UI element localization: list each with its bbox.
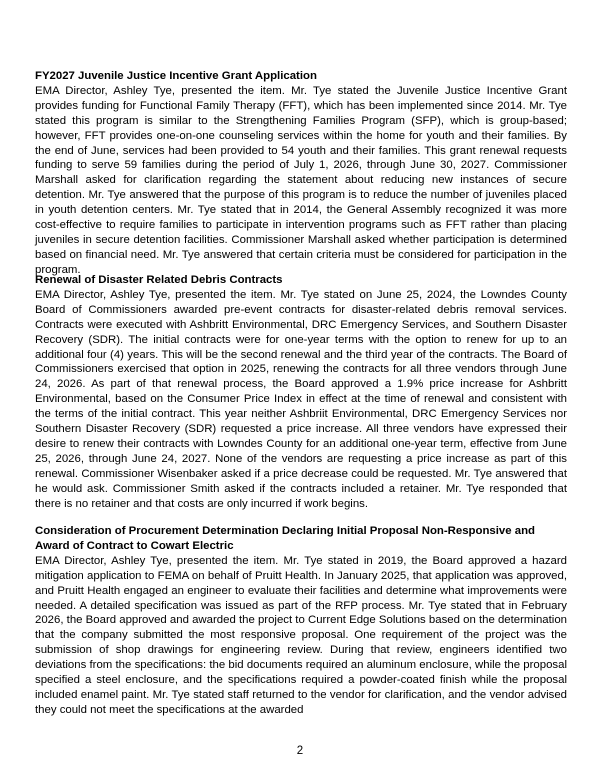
section-juvenile-justice-grant: [35, 69, 567, 278]
section-heading: Renewal of Disaster Related Debris Contracts: [35, 274, 283, 286]
page-number: 2: [296, 745, 304, 757]
section-procurement-determination: [35, 524, 567, 718]
section-body: EMA Director, Ashley Tye, presented the item. Mr. Tye stated on June 25, 2024, the Lowndes County Board of Commissioners awarded pre-event contracts for disaster-related debris removal services. Contracts were executed with Ashbritt Environmental, DRC Emergency Services, and Southern Disaster Recovery (SDR). The initial contracts were for one-year terms with the option to renew for up to an additional four (4) years. This will be the second renewal and the third year of the contracts. The Board of Commissioners exercised that option in 2025, renewing the contracts for all three vendors through June 24, 2026. As part of that renewal process, the Board approved a 1.9% price increase for Ashbritt Environmental, based on the Consumer Price Index in effect at the time of renewal and consistent with the terms of the initial contract. This year neither Ashbriit Environmental, DRC Emergency Services nor Southern Disaster Recovery (SDR) requested a price increase. All three vendors have expressed their desire to renew their contracts with Lowndes County for an additional one-year term, effective from June 25, 2026, through June 24, 2027. None of the vendors are requesting a price increase as part of this renewal. Commissioner Wisenbaker asked if a price decrease could be requested. Mr. Tye answered that he would ask. Commissioner Smith asked if the contracts included a retainer. Mr. Tye responded that there is no retainer and that costs are only incurred if work begins.: [35, 288, 567, 510]
section-heading: Consideration of Procurement Determination Declaring Initial Proposal Non-Responsive and Award of Contract to Cowart Electric: [35, 525, 536, 552]
section-debris-contracts: [35, 273, 567, 512]
section-body: EMA Director, Ashley Tye, presented the item. Mr. Tye stated in 2019, the Board approved a hazard mitigation application to FEMA on behalf of Pruitt Health. In January 2025, that application was approved, and Pruitt Health engaged an engineer to evaluate their facilities and determine what improvements were needed. A detailed specification was issued as part of the RFP process. Mr. Tye stated that in February 2026, the Board approved and awarded the project to Current Edge Solutions based on the determination that the company submitted the most responsive proposal. One requirement of the project was the submission of shop drawings for engineering review. During that review, engineers identified two deviations from the specifications: the bid documents required an aluminum enclosure, while the proposal specified a steel enclosure, and the specifications required a powder-coated finish while the proposal included enamel paint. Mr. Tye stated staff returned to the vendor for clarification, and the vendor advised they could not meet the specifications at the awarded: [35, 554, 567, 716]
section-heading: FY2027 Juvenile Justice Incentive Grant Application: [35, 70, 317, 82]
section-body: EMA Director, Ashley Tye, presented the item. Mr. Tye stated the Juvenile Justice Incentive Grant provides funding for Functional Family Therapy (FFT), which has been implemented since 2014. Mr. Tye stated this program is similar to the Strengthening Families Program (SFP), which is group-based; however, FFT provides one-on-one counseling services within the home for youth and their families. By the end of June, services had been provided to 54 youth and their families. This grant renewal requests funding to serve 59 families during the period of July 1, 2026, through June 30, 2027. Commissioner Marshall asked for clarification regarding the statement about reducing new instances of secure detention. Mr. Tye answered that the purpose of this program is to reduce the number of juveniles placed in youth detention centers. Mr. Tye stated that in 2014, the General Assembly recognized it was more cost-effective to require families to participate in intervention programs such as FFT rather than placing juveniles in secure detention facilities. Commissioner Marshall asked whether participation is determined based on financial need. Mr. Tye answered that certain criteria must be considered for participation in the program.: [35, 84, 567, 276]
